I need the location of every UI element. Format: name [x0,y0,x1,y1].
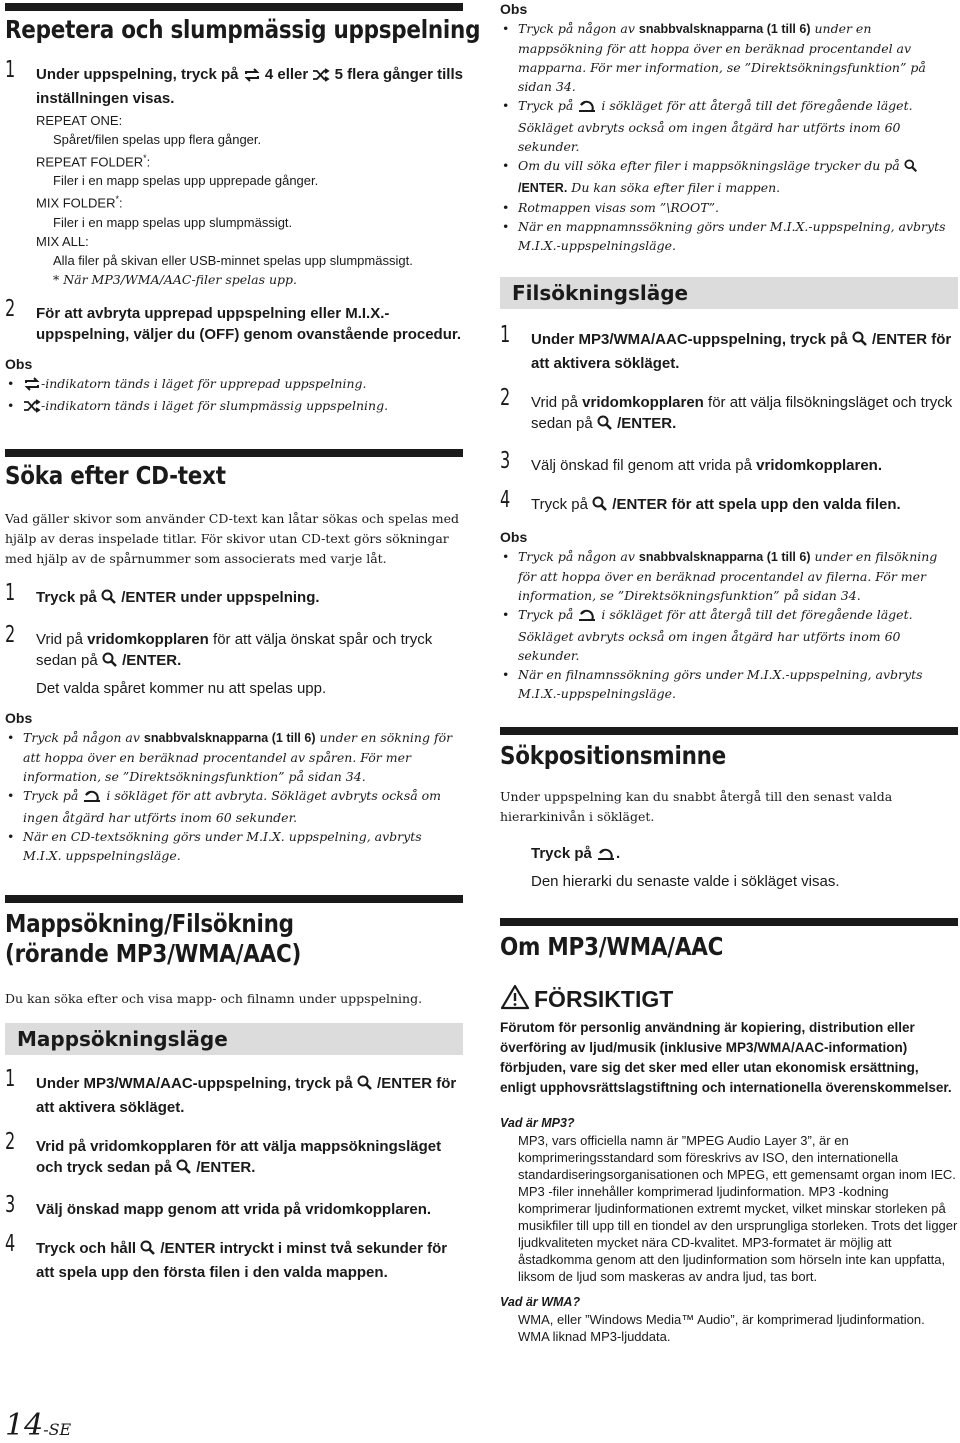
return-icon [82,789,102,808]
folder-step-3: 3 Välj önskad mapp genom att vrida på vridomkopplaren. [5,1191,432,1218]
search-icon [904,159,918,178]
search-icon [357,1075,373,1097]
section-title-mp3: Om MP3/WMA/AAC [500,932,724,961]
section-rule [5,3,463,11]
page-number: 14-SE [5,1408,72,1443]
cd-step-2: 2 Vrid på vridomkopplaren för att välja önskat spår och tryck sedan på /ENTER. Det valda spåret kommer nu att spelas upp. [5,629,463,699]
list-item: • Tryck på i sökläget för att återgå till det föregående läget. Sökläget avbryts också om ingen åtgärd har utförts inom 60 sekunder. [500,96,958,156]
obs-label: Obs [5,355,33,372]
list-item: • Tryck på någon av snabbvalsknapparna (1 till 6) under en filsökning för att hoppa över en beräknad procentandel av filerna. För mer information, se ”Direktsökningsfunktion” på sidan 34. [500,547,958,605]
footnote: * När MP3/WMA/AAC-filer spelas upp. [53,271,298,287]
obs-label: Obs [500,529,528,545]
search-icon [101,589,117,611]
list-item: • Tryck på i sökläget för att återgå till det föregående läget. Sökläget avbryts också om ingen åtgärd har utförts inom 60 sekunder. [500,605,958,665]
mode-desc: Filer i en mapp spelas upp slumpmässigt. [53,214,293,230]
list-item: • Om du vill söka efter filer i mappsökningsläge trycker du på /ENTER. Du kan söka efter filer i mappen. [500,156,958,198]
search-memory-intro: Under uppspelning kan du snabbt återgå till den senast valda hierarkinivån i sökläget. [500,789,893,824]
search-icon [102,652,118,674]
list-item: • Tryck på någon av snabbvalsknapparna (1 till 6) under en sökning för att hoppa över en beräknad procentandel av spåren. För mer information, se ”Direktsökningsfunktion” på sidan 34. [5,728,463,786]
section-title-folder-search: Mappsökning/Filsökning (rörande MP3/WMA/AAC) [5,908,302,968]
list-item: • Tryck på i sökläget för att avbryta. Sökläget avbryts också om ingen åtgärd har utförts inom 60 sekunder. [5,786,463,827]
repeat-notes [5,374,463,418]
file-step-3: 3 Välj önskad fil genom att vrida på vridomkopplaren. [500,448,882,474]
obs-label: Obs [5,709,33,726]
cd-text-intro: Vad gäller skivor som använder CD-text kan låtar sökas och spelas med hjälp av deras inspelade titlar. För skivor utan CD-text görs sökningar med hjälp av de spårnummer som associerats med varje låt. [5,510,460,566]
mode-label-repeat-one: REPEAT ONE: [36,113,123,128]
mode-label-mix-folder: MIX FOLDER*: [36,194,123,211]
list-item: • När en CD-textsökning görs under M.I.X. uppspelning, avbryts M.I.X. uppspelningsläge. [5,827,463,865]
step-result: Det valda spåret kommer nu att spelas upp. [36,679,327,697]
mode-label-repeat-folder: REPEAT FOLDER*: [36,153,151,170]
section-rule [5,895,463,903]
search-icon [592,496,608,518]
left-column [5,0,481,1283]
warning-icon [500,984,530,1014]
subheading-file-mode: Filsökningsläge [500,277,958,309]
folder-search-intro: Du kan söka efter och visa mapp- och filnamn under uppspelning. [5,990,423,1006]
question-mp3: Vad är MP3? [500,1116,575,1130]
folder-step-1: 1 Under MP3/WMA/AAC-uppspelning, tryck på /ENTER för att aktivera sökläget. [5,1065,457,1116]
list-item: • Rotmappen visas som ”\ROOT”. [500,198,958,217]
cd-step-1: 1 Tryck på /ENTER under uppspelning. [5,587,463,611]
repeat-step-2: 2 För att avbryta upprepad uppspelning eller M.I.X.-uppspelning, väljer du (OFF) genom ovanstående procedur. [5,295,462,343]
repeat-step-1: 1 Under uppspelning, tryck på 4 eller 5 flera gånger tills inställningen visas. [5,57,463,107]
mode-desc: Filer i en mapp spelas upp upprepade gånger. [53,173,319,189]
file-step-4: 4 Tryck på /ENTER för att spela upp den valda filen. [500,494,958,518]
search-icon [176,1159,192,1181]
section-title-cd-text: Söka efter CD-text [5,460,226,490]
section-title-repeat: Repetera och slumpmässig uppspelning [5,15,481,44]
file-notes [500,547,958,703]
repeat-modes [5,111,463,289]
list-item: • När en filnamnssökning görs under M.I.X.-uppspelning, avbryts M.I.X.-uppspelningsläge. [500,665,958,703]
return-icon [577,608,597,627]
return-icon [577,99,597,118]
mode-desc: Spåret/filen spelas upp flera gånger. [53,132,262,147]
cd-notes [5,728,463,865]
return-icon [596,846,616,867]
list-item: • När en mappnamnssökning görs under M.I.X.-uppspelning, avbryts M.I.X.-uppspelningsläge. [500,217,958,255]
section-rule [500,918,958,926]
list-item: • Tryck på någon av snabbvalsknapparna (1 till 6) under en mappsökning för att hoppa över en beräknad procentandel av mapparna. För mer information, se ”Direktsökningsfunktion” på sidan 34. [500,19,958,96]
shuffle-icon [312,67,330,88]
folder-notes [500,19,958,255]
file-step-1: 1 Under MP3/WMA/AAC-uppspelning, tryck på /ENTER för att aktivera sökläget. [500,322,952,372]
search-icon [140,1240,156,1262]
search-icon [597,415,613,437]
file-step-2: 2 Vrid på vridomkopplaren för att välja filsökningsläget och tryck sedan på /ENTER. [500,392,958,437]
shuffle-icon [23,399,41,418]
list-item: • -indikatorn tänds i läget för slumpmässig uppspelning. [5,396,463,418]
section-rule [500,727,958,735]
folder-step-2: 2 Vrid på vridomkopplaren för att välja mappsökningsläget och tryck sedan på /ENTER. [5,1136,463,1181]
obs-label: Obs [500,1,528,17]
search-icon [852,331,868,353]
answer-wma: WMA, eller ”Windows Media™ Audio”, är komprimerad ljudinformation. WMA liknad MP3-ljuddata. [518,1312,925,1344]
search-memory-action: Tryck på . Den hierarki du senaste valde i sökläget visas. [531,845,840,890]
caution-text: Förutom för personlig användning är kopiering, distribution eller överföring av ljud/musik (inklusive MP3/WMA/AAC-information) förbjuden, vare sig det sker med eller utan ekonomisk ersättning, enligt upphovsrättslagstiftning och internationella överenskommelser. [500,1020,952,1095]
section-title-search-memory: Sökpositionsminne [500,741,726,770]
list-item: • -indikatorn tänds i läget för upprepad uppspelning. [5,374,463,396]
mode-desc: Alla filer på skivan eller USB-minnet spelas upp slumpmässigt. [53,252,413,268]
subheading-folder-mode: Mappsökningsläge [5,1023,463,1055]
folder-step-4: 4 Tryck och håll /ENTER intryckt i minst två sekunder för att spela upp den första filen i den valda mappen. [5,1230,448,1281]
question-wma: Vad är WMA? [500,1295,581,1309]
repeat-icon [243,67,261,88]
answer-mp3: MP3, vars officiella namn är ”MPEG Audio Layer 3”, är en komprimeringsstandard som föreskrivs av ISO, den internationella standardiseringsorganisationen och MPEG, ett gemensamt organ inom IEC. MP3 -filer innehåller komprimerad ljudinformation. MP3 -kodning komprimerar ljudinformationen extremt mycket, vilket minskar storleken på musikfiler till upp till en tiondel av den ursprungliga storleken. Trots det ligger ljudkvaliteten mycket nära CD-kvalitet. MP3-formatet är möjlig att åstadkomma genom att den ljudinformation som hörseln inte kan uppfatta, liksom de ljud som maskeras av andra ljud, tas bort. [518,1133,958,1284]
right-column [500,0,958,1345]
mode-label-mix-all: MIX ALL: [36,233,89,249]
repeat-icon [23,377,41,396]
caution-heading: FÖRSIKTIGT [500,984,958,1014]
section-rule [5,449,463,457]
